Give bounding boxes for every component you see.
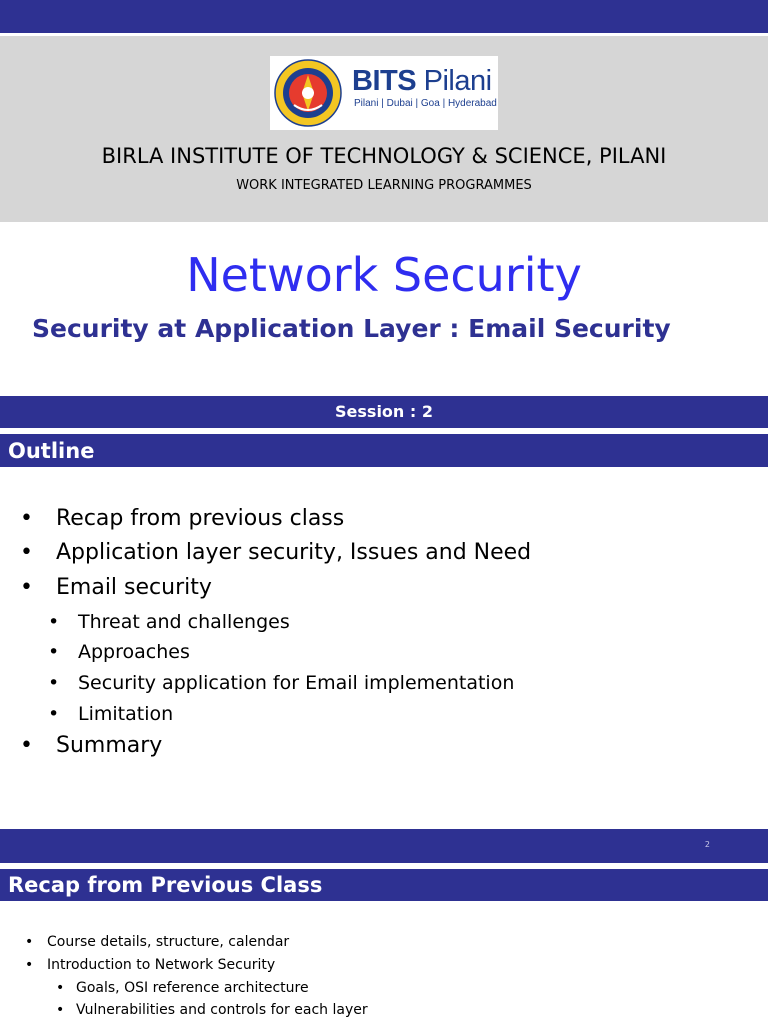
recap-heading: Recap from Previous Class — [8, 873, 323, 897]
recap-subitem-text: Vulnerabilities and controls for each layer — [76, 1002, 368, 1018]
recap-item-text: Introduction to Network Security — [47, 957, 276, 973]
outline-item-text: Summary — [56, 733, 163, 758]
outline-header-bar — [0, 434, 768, 467]
institute-seal-icon — [274, 59, 342, 127]
logo-campuses: Pilani | Dubai | Goa | Hyderabad — [354, 98, 497, 109]
outline-subitem — [48, 703, 174, 725]
programme-name: WORK INTEGRATED LEARNING PROGRAMMES — [236, 178, 532, 193]
bullet-dot: • — [48, 641, 60, 663]
outline-subitem — [48, 611, 290, 633]
recap-item — [25, 957, 276, 973]
outline-subitem — [48, 641, 190, 663]
course-title: Network Security — [186, 248, 582, 302]
bullet-dot: • — [56, 1002, 65, 1018]
session-label: Session : 2 — [335, 402, 433, 421]
recap-item-text: Course details, structure, calendar — [47, 934, 290, 950]
bullet-dot: • — [48, 672, 60, 694]
outline-subitem-text: Limitation — [78, 703, 174, 725]
course-subtitle: Security at Application Layer : Email Security — [32, 314, 671, 343]
outline-item-text: Application layer security, Issues and Need — [56, 540, 532, 565]
outline-heading: Outline — [8, 438, 95, 463]
logo-wordmark — [352, 66, 492, 96]
outline-subitem-text: Threat and challenges — [78, 611, 290, 633]
recap-subitem — [56, 980, 309, 996]
outline-item — [20, 575, 212, 600]
slide-footer-bar — [0, 829, 768, 863]
bits-pilani-logo — [270, 56, 498, 130]
recap-header-bar — [0, 869, 768, 901]
bullet-dot: • — [20, 733, 33, 758]
outline-item-text: Email security — [56, 575, 212, 600]
outline-item — [20, 506, 345, 531]
outline-item — [20, 540, 532, 565]
bullet-dot: • — [56, 980, 65, 996]
page-number: 2 — [704, 840, 710, 849]
bullet-dot: • — [25, 934, 34, 950]
outline-item-text: Recap from previous class — [56, 506, 345, 531]
bullet-dot: • — [20, 540, 33, 565]
bullet-dot: • — [20, 575, 33, 600]
institute-name: BIRLA INSTITUTE OF TECHNOLOGY & SCIENCE, PILANI — [101, 144, 667, 168]
recap-subitem — [56, 1002, 368, 1018]
institute-header — [0, 36, 768, 222]
bullet-dot: • — [20, 506, 33, 531]
bullet-dot: • — [48, 703, 60, 725]
outline-item — [20, 733, 163, 758]
logo-wordmark-regular: Pilani — [423, 65, 492, 97]
recap-item — [25, 934, 290, 950]
bullet-dot: • — [25, 957, 34, 973]
outline-subitem-text: Approaches — [78, 641, 190, 663]
logo-wordmark-bold: BITS — [352, 65, 417, 97]
top-banner-bar — [0, 0, 768, 33]
recap-subitem-text: Goals, OSI reference architecture — [76, 980, 309, 996]
session-bar — [0, 396, 768, 428]
outline-subitem-text: Security application for Email implementation — [78, 672, 515, 694]
bullet-dot: • — [48, 611, 60, 633]
outline-subitem — [48, 672, 515, 694]
